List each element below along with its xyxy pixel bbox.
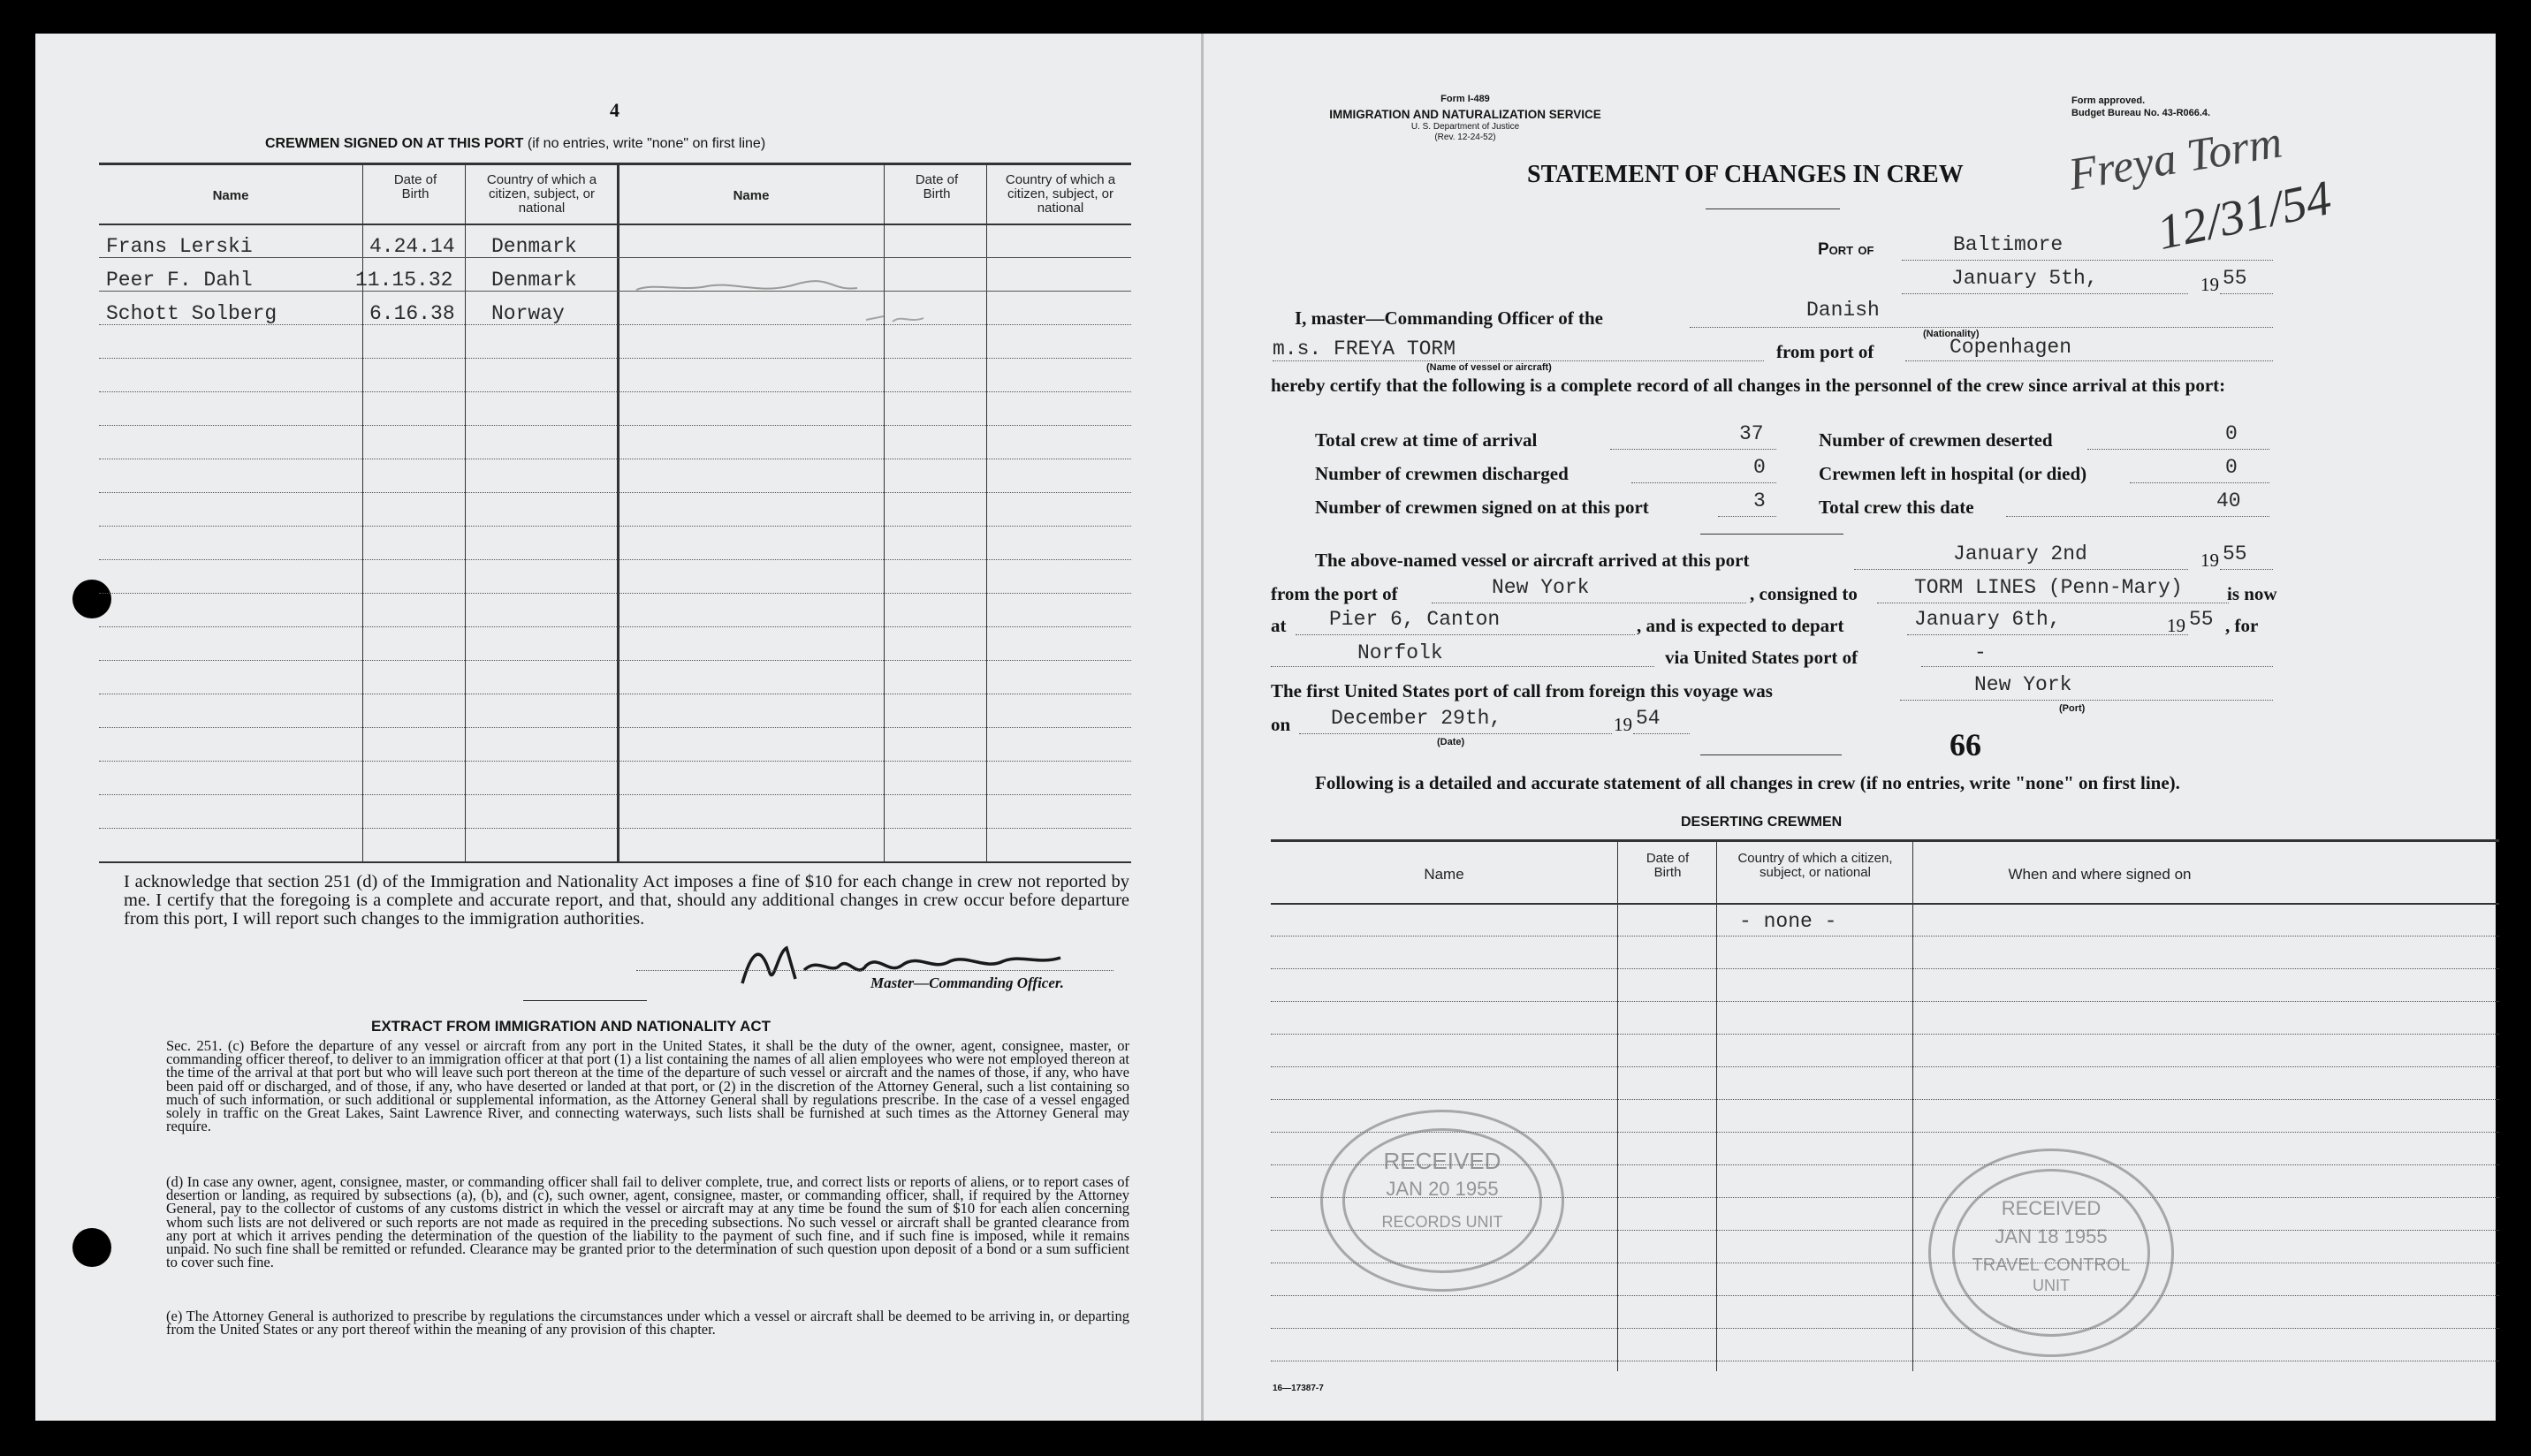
from-port2-value: New York — [1492, 576, 1590, 599]
at-value: Pier 6, Canton — [1329, 608, 1501, 631]
revision-date: (Rev. 12-24-52) — [1434, 133, 1496, 142]
left-table-header-rule — [99, 224, 1131, 225]
vessel-name: m.s. FREYA TORM — [1273, 337, 1456, 360]
from-port-label: from port of — [1776, 341, 1874, 362]
travel-control-stamp — [1928, 1149, 2174, 1357]
depart-year: 55 — [2189, 608, 2214, 631]
crew-2-dob: 11.15.32 — [355, 269, 453, 292]
left-header-dob: Date of Birth — [393, 172, 437, 201]
right-table-row-line — [1271, 936, 2499, 937]
form-title: STATEMENT OF CHANGES IN CREW — [1527, 161, 1964, 188]
right-header-dob: Date of Birth — [1646, 851, 1690, 880]
nationality-value: Danish — [1806, 299, 1880, 322]
left-table-row-line — [99, 660, 1131, 661]
total-arrival-value: 37 — [1739, 422, 1764, 445]
records-stamp-line-1: RECEIVED — [1383, 1148, 1501, 1174]
extract-title: EXTRACT FROM IMMIGRATION AND NATIONALITY ACT — [371, 1018, 771, 1035]
left-table-row-line — [99, 391, 1131, 392]
left-header-dob-2: Date of Birth — [915, 172, 959, 201]
right-table-row-line — [1271, 1328, 2499, 1329]
depart-line — [1907, 634, 2188, 635]
deserting-title: DESERTING CREWMEN — [1681, 815, 1843, 830]
travel-stamp-line-1: RECEIVED — [2001, 1197, 2102, 1219]
page-number: 4 — [610, 99, 619, 121]
left-table-top-rule — [99, 163, 1131, 165]
crew-3-country: Norway — [491, 302, 565, 325]
extract-paragraph-c: Sec. 251. (c) Before the departure of any vessel or aircraft from any port in the United States, it shall be the duty of the owner, agent, consignee, master, or commanding officer thereof, to deliver to an immigration officer at that port (1) a list containing the names of all alien employees who were not employed thereon at the time of the arrival at that port but who will leave such port thereon at the time of the departure of such vessel or aircraft and the names of those, if any, who have been paid off or discharged, and of those, if any, who have deserted or landed at that port, or (2) in the discretion of the Attorney General, such a list containing so much of such information, or such additional or supplemental information, as the Attorney General shall by regulations prescribe. In the case of a vessel engaged solely in traffic on the Great Lakes, Saint Lawrence River, and connecting waterways, such lists shall be furnished at such times as the Attorney General may require. — [166, 1037, 1129, 1135]
total-arrival-line — [1610, 449, 1776, 450]
right-header-when: When and where signed on — [2008, 866, 2192, 883]
hospital-label: Crewmen left in hospital (or died) — [1819, 463, 2087, 484]
records-stamp-line-2: JAN 20 1955 — [1386, 1178, 1499, 1200]
crew-3-name: Schott Solberg — [106, 302, 277, 325]
left-table-row-line — [99, 828, 1131, 829]
signed-on-title-text: CREWMEN SIGNED ON AT THIS PORT — [265, 136, 524, 151]
consigned-label: , consigned to — [1750, 583, 1858, 604]
left-header-name: Name — [212, 188, 249, 203]
signed-on-title — [265, 136, 765, 152]
date-line — [1902, 293, 2188, 294]
deserted-line — [2087, 449, 2269, 450]
hole-punch-top — [72, 580, 111, 618]
footer-code: 16—17387-7 — [1273, 1384, 1324, 1393]
first-port-label: The first United States port of call from foreign this voyage was — [1271, 680, 1773, 701]
first-port-value: New York — [1974, 673, 2072, 696]
hospital-value: 0 — [2225, 456, 2238, 479]
port-value: Baltimore — [1953, 233, 2064, 256]
on-year-line — [1633, 733, 1690, 734]
left-header-country-2: Country of which a citizen, subject, or national — [1005, 172, 1116, 216]
destination-line — [1271, 666, 1654, 667]
deserted-label: Number of crewmen deserted — [1819, 429, 2053, 451]
following-text: Following is a detailed and accurate statement of all changes in crew (if no entries, write "none" on first line). — [1315, 772, 2180, 793]
depart-value: January 6th, — [1914, 608, 2061, 631]
left-table-row-line — [99, 761, 1131, 762]
travel-control-stamp-inner-ring — [1952, 1169, 2150, 1337]
hole-punch-bottom — [72, 1228, 111, 1267]
travel-stamp-line-2: JAN 18 1955 — [1995, 1225, 2108, 1247]
crew-1-dob: 4.24.14 — [369, 235, 455, 258]
approval-line-1: Form approved. — [2071, 95, 2146, 106]
at-label: at — [1271, 615, 1287, 636]
master-label: I, master—Commanding Officer of the — [1295, 307, 1603, 329]
report-year: 55 — [2223, 267, 2247, 290]
discharged-value: 0 — [1753, 456, 1766, 479]
signed-on-value: 3 — [1753, 489, 1766, 512]
on-date-line — [1299, 733, 1612, 734]
total-date-value: 40 — [2216, 489, 2241, 512]
on-year-value: 54 — [1636, 707, 1661, 730]
via-value: - — [1974, 641, 1987, 664]
crew-2-name: Peer F. Dahl — [106, 269, 253, 292]
crew-2-country: Denmark — [491, 269, 577, 292]
right-table-row-line — [1271, 1066, 2499, 1067]
right-col-divider-1 — [1617, 841, 1618, 1371]
left-table-row-line — [99, 794, 1131, 795]
left-header-country: Country of which a citizen, subject, or national — [486, 172, 597, 216]
handwritten-vessel-name: Freya Torm — [2065, 117, 2286, 201]
extract-paragraph-d: (d) In case any owner, agent, consignee, master, or commanding officer shall fail to deliver complete, true, and correct lists or reports of aliens, or to report cases of desertion or landing, as required by subsections (a), (b), and (c), such owner, agent, consignee, master, or commanding officer, shall, if required by the Attorney General, pay to the collector of customs of any customs district in which the vessel or aircraft may at any time be found the sum of $10 for each alien concerning whom such lists are not delivered or such reports are not made as required in the preceding subsections. No such vessel or aircraft shall be granted clearance from any port at which it arrives pending the determination of the question of the liability to the payment of such fine, and if such fine is imposed, while it remains unpaid. No such fine shall be remitted or refunded. Clearance may be granted prior to the determination of such question upon deposit of a bond or a sum sufficient to cover such fine. — [166, 1173, 1129, 1271]
page-fold — [1201, 34, 1204, 1421]
hospital-line — [2130, 482, 2269, 483]
destination-value: Norfolk — [1357, 641, 1443, 664]
signature-line — [636, 970, 1113, 971]
approval-line-2: Budget Bureau No. 43-R066.4. — [2071, 108, 2211, 118]
right-table-row-line — [1271, 1034, 2499, 1035]
at-line — [1296, 634, 1635, 635]
left-table-row-line — [99, 626, 1131, 627]
crew-3-dob: 6.16.38 — [369, 302, 455, 325]
on-date-value: December 29th, — [1331, 707, 1502, 730]
left-table-row-line — [99, 425, 1131, 426]
total-date-label: Total crew this date — [1819, 497, 1974, 518]
depart-year-prefix: 19 — [2167, 615, 2185, 636]
year-line — [2220, 293, 2273, 294]
from-port2-label: from the port of — [1271, 583, 1398, 604]
discharged-line — [1631, 482, 1776, 483]
port-caption: (Port) — [2059, 703, 2086, 714]
arrived-year-line — [2220, 569, 2273, 570]
form-number: Form I-489 — [1440, 94, 1490, 104]
extract-paragraph-e: (e) The Attorney General is authorized to prescribe by regulations the circumstances under which a vessel or aircraft shall be deemed to be arriving in, or departing from the United States or any port thereof within the meaning of any provision of this chapter. — [166, 1308, 1129, 1338]
acknowledgement-text: I acknowledge that section 251 (d) of the Immigration and Nationality Act imposes a fine of $10 for each change in crew not reported by me. I certify that the foregoing is a complete and accurate report, and that, should any additional changes in crew occur before departure from this port, I will report such changes to the immigration authorities. — [124, 872, 1129, 929]
consigned-value: TORM LINES (Penn-Mary) — [1914, 576, 2183, 599]
agency-name: IMMIGRATION AND NATURALIZATION SERVICE — [1329, 108, 1601, 121]
handwritten-date: 12/31/54 — [2152, 170, 2337, 262]
arrived-value: January 2nd — [1953, 542, 2087, 565]
signature-caption: Master—Commanding Officer. — [870, 974, 1064, 991]
from-port-line — [1905, 360, 2273, 361]
left-table-row-line — [99, 492, 1131, 493]
sheet-number: 66 — [1950, 727, 1981, 762]
from-port-value: Copenhagen — [1950, 336, 2072, 359]
left-table-row-line — [99, 593, 1131, 594]
left-table-bottom-rule — [99, 861, 1131, 863]
certify-text: hereby certify that the following is a complete record of all changes in the personnel of the crew since arrival at this port: — [1271, 375, 2226, 396]
none-entry: - none - — [1739, 910, 1837, 933]
arrived-label: The above-named vessel or aircraft arrived at this port — [1315, 550, 1750, 571]
right-header-name: Name — [1424, 866, 1464, 883]
year-prefix: 19 — [2200, 274, 2219, 295]
report-date: January 5th, — [1951, 267, 2098, 290]
counts-rule — [1700, 534, 1843, 535]
depart-label: , and is expected to depart — [1637, 615, 1844, 636]
crew-1-country: Denmark — [491, 235, 577, 258]
left-header-name-2: Name — [733, 188, 770, 203]
arrived-year: 55 — [2223, 542, 2247, 565]
discharged-label: Number of crewmen discharged — [1315, 463, 1569, 484]
left-table-row-line — [99, 727, 1131, 728]
on-year-prefix: 19 — [1614, 714, 1632, 735]
pencil-marks — [619, 265, 990, 336]
right-col-divider-3 — [1912, 841, 1913, 1371]
vessel-caption: (Name of vessel or aircraft) — [1426, 362, 1552, 373]
port-label: Port of — [1818, 240, 1874, 259]
travel-stamp-line-3: TRAVEL CONTROL — [1972, 1255, 2131, 1275]
total-arrival-label: Total crew at time of arrival — [1315, 429, 1538, 451]
left-col-divider-2 — [465, 164, 466, 862]
for-label: , for — [2225, 615, 2259, 636]
right-col-divider-2 — [1716, 841, 1717, 1371]
signed-on-note: (if no entries, write "none" on first line) — [527, 136, 766, 151]
records-unit-stamp — [1320, 1110, 1564, 1292]
total-date-line — [2006, 516, 2269, 517]
travel-stamp-line-4: UNIT — [2033, 1277, 2070, 1294]
crew-1-name: Frans Lerski — [106, 235, 253, 258]
vessel-line — [1273, 360, 1764, 361]
left-table-row-line — [99, 358, 1131, 359]
department-name: U. S. Department of Justice — [1410, 122, 1520, 132]
left-table-row-line — [99, 257, 1131, 258]
nationality-caption: (Nationality) — [1923, 329, 1980, 339]
via-line — [1921, 666, 2273, 667]
first-port-line — [1900, 700, 2273, 701]
signed-on-line — [1718, 516, 1776, 517]
left-table-row-line — [99, 559, 1131, 560]
left-short-rule — [523, 1000, 647, 1001]
is-now-text: is now — [2227, 583, 2277, 604]
on-label: on — [1271, 714, 1291, 735]
port-line — [1902, 260, 2273, 261]
right-table-row-line — [1271, 1295, 2499, 1296]
signed-on-label: Number of crewmen signed on at this port — [1315, 497, 1649, 518]
right-table-top-rule — [1271, 839, 2499, 842]
right-header-country: Country of which a citizen, subject, or national — [1737, 851, 1893, 880]
right-table-row-line — [1271, 1099, 2499, 1100]
right-table-row-line — [1271, 1001, 2499, 1002]
date-caption: (Date) — [1437, 737, 1465, 747]
arrived-year-prefix: 19 — [2200, 550, 2219, 571]
right-table-row-line — [1271, 968, 2499, 969]
via-label: via United States port of — [1665, 647, 1858, 668]
arrived-line — [1854, 569, 2188, 570]
deserted-value: 0 — [2225, 422, 2238, 445]
nationality-line — [1690, 327, 2273, 328]
records-stamp-line-3: RECORDS UNIT — [1381, 1213, 1503, 1231]
left-table-row-line — [99, 526, 1131, 527]
right-table-header-rule — [1271, 903, 2499, 905]
